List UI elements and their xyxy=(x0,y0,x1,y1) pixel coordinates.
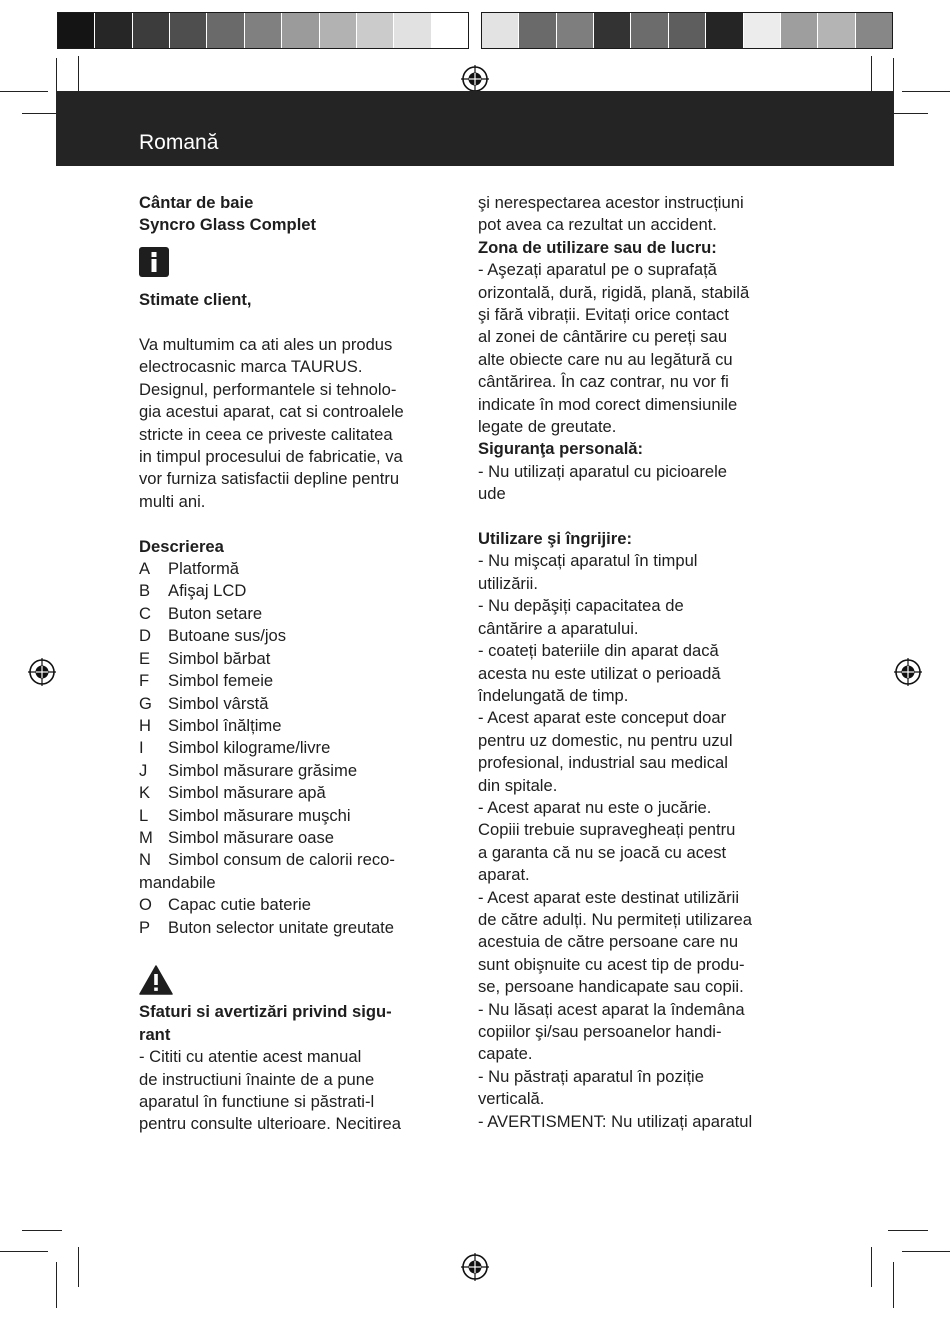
text-line: se, persoane handicapate sau copii. xyxy=(478,977,744,997)
text-line: - Nu depăşiți capacitatea de xyxy=(478,596,684,616)
text-line: - AVERTISMENT: Nu utilizați aparatul xyxy=(478,1111,753,1131)
text-line: Copiii trebuie supravegheați pentru xyxy=(478,820,736,840)
text-line: - Aşezați aparatul pe o suprafață xyxy=(478,260,717,280)
product-title-line1: Cântar de baie xyxy=(139,193,254,212)
item-text: Simbol vârstă xyxy=(168,693,269,713)
registration-mark-icon xyxy=(460,1252,490,1282)
text-line: capate. xyxy=(478,1044,533,1064)
text-line: gia acestui aparat, cat si controalele xyxy=(139,402,404,422)
text-line: in timpul procesului de fabricatie, va xyxy=(139,447,403,467)
text-line: acesta nu este utilizat o perioadă xyxy=(478,663,721,683)
list-item xyxy=(139,625,449,647)
warning-icon xyxy=(139,965,173,995)
item-text: Butoane sus/jos xyxy=(168,626,287,646)
language-header-bar xyxy=(56,91,894,166)
color-swatch xyxy=(631,13,668,48)
work-area-heading: Zona de utilizare sau de lucru: xyxy=(478,237,717,257)
item-key: G xyxy=(139,693,152,713)
text-line: al zonei de cântărire cu pereți sau xyxy=(478,327,728,347)
list-item xyxy=(139,805,449,827)
item-key: M xyxy=(139,827,153,847)
item-text: Simbol măsurare grăsime xyxy=(168,760,358,780)
item-text: Simbol înălțime xyxy=(168,715,282,735)
color-swatch xyxy=(245,13,282,48)
text-line: îndelungată de timp. xyxy=(478,685,629,705)
item-key: A xyxy=(139,559,151,579)
language-title: Romană xyxy=(139,131,219,154)
list-item xyxy=(139,580,449,602)
item-text: Simbol femeie xyxy=(168,671,274,691)
list-item xyxy=(139,693,449,715)
crop-mark xyxy=(871,56,872,96)
text-line: Va multumim ca ati ales un produs xyxy=(139,335,393,355)
color-swatch xyxy=(594,13,631,48)
registration-mark-icon xyxy=(893,657,923,687)
list-item xyxy=(139,558,449,580)
item-key: K xyxy=(139,783,151,803)
text-line: orizontală, dură, rigidă, plană, stabilă xyxy=(478,282,750,302)
list-item xyxy=(139,917,449,939)
product-title-line2: Syncro Glass Complet xyxy=(139,215,317,235)
text-line: vor furniza satisfactii depline pentru xyxy=(139,469,400,489)
use-care-heading: Utilizare şi îngrijire: xyxy=(478,529,632,549)
info-icon xyxy=(139,247,169,277)
list-item xyxy=(139,715,449,737)
item-key: C xyxy=(139,603,151,623)
text-line: indicate în mod corect dimensiunile xyxy=(478,394,738,414)
color-swatch xyxy=(781,13,818,48)
safety-heading-line1: Sfaturi si avertizări privind sigu- xyxy=(139,1002,392,1022)
color-swatch xyxy=(95,13,132,48)
safety-paragraph xyxy=(139,1046,449,1136)
item-text: Buton setare xyxy=(168,603,263,623)
text-line: electrocasnic marca TAURUS. xyxy=(139,357,363,377)
text-line: utilizării. xyxy=(478,573,538,593)
crop-mark xyxy=(0,1251,48,1252)
right-column xyxy=(478,192,798,1133)
crop-mark xyxy=(902,91,950,92)
crop-mark xyxy=(78,56,79,96)
list-item xyxy=(139,603,449,625)
greeting: Stimate client, xyxy=(139,290,252,310)
color-swatch xyxy=(432,13,468,48)
item-key: J xyxy=(139,760,148,780)
item-key: O xyxy=(139,895,152,915)
list-item-continuation: mandabile xyxy=(139,872,216,892)
use-care-paragraph xyxy=(478,550,798,1133)
crop-mark xyxy=(888,113,928,114)
color-swatch xyxy=(856,13,892,48)
crop-mark xyxy=(78,1247,79,1287)
item-key: H xyxy=(139,715,151,735)
text-line: verticală. xyxy=(478,1089,545,1109)
text-line: aparatul în functiune si păstrati-l xyxy=(139,1091,375,1111)
color-swatch xyxy=(357,13,394,48)
text-line: profesional, industrial sau medical xyxy=(478,753,728,773)
text-line: a garanta că nu se joacă cu acest xyxy=(478,842,727,862)
color-swatch xyxy=(482,13,519,48)
color-swatch xyxy=(557,13,594,48)
text-line: multi ani. xyxy=(139,491,206,511)
text-line: cântărire a aparatului. xyxy=(478,618,639,638)
text-line: copiilor şi/sau persoanelor handi- xyxy=(478,1022,722,1042)
item-text: Simbol kilograme/livre xyxy=(168,738,331,758)
color-swatch xyxy=(744,13,781,48)
text-line: de instructiuni înainte de a pune xyxy=(139,1069,375,1089)
item-text: Platformă xyxy=(168,559,240,579)
item-key: L xyxy=(139,805,149,825)
text-line: Designul, performantele si tehnolo- xyxy=(139,379,397,399)
text-line: de către adulți. Nu permiteți utilizarea xyxy=(478,909,752,929)
text-line: şi nerespectarea acestor instrucțiuni xyxy=(478,193,744,212)
text-line: alte obiecte care nu au legătură cu xyxy=(478,349,733,369)
list-item xyxy=(139,760,449,782)
text-line: sunt obişnuite cu acest tip de produ- xyxy=(478,954,745,974)
item-text: Simbol măsurare oase xyxy=(168,827,335,847)
item-key: N xyxy=(139,850,151,870)
text-line: legate de greutate. xyxy=(478,417,617,437)
color-swatch xyxy=(170,13,207,48)
list-item xyxy=(139,827,449,849)
text-line: - Acest aparat este conceput doar xyxy=(478,708,727,728)
list-item xyxy=(139,849,449,871)
color-swatch xyxy=(282,13,319,48)
intro-paragraph xyxy=(139,334,449,513)
item-key: B xyxy=(139,581,151,601)
item-key: I xyxy=(139,738,144,758)
color-swatch xyxy=(394,13,431,48)
text-line: pot avea ca rezultat un accident. xyxy=(478,215,717,235)
color-swatch xyxy=(133,13,170,48)
left-column xyxy=(139,192,449,1136)
text-line: - Nu mişcați aparatul în timpul xyxy=(478,551,698,571)
list-item xyxy=(139,670,449,692)
text-line: stricte in ceea ce priveste calitatea xyxy=(139,424,393,444)
color-swatch xyxy=(669,13,706,48)
crop-mark xyxy=(0,91,48,92)
text-line: - Nu păstrați aparatul în poziție xyxy=(478,1066,704,1086)
registration-mark-icon xyxy=(27,657,57,687)
color-swatch xyxy=(818,13,855,48)
text-line: aparat. xyxy=(478,865,530,885)
crop-mark xyxy=(888,1230,928,1231)
text-line: - Nu lăsați acest aparat la îndemâna xyxy=(478,999,745,1019)
text-line: cântărirea. În caz contrar, nu vor fi xyxy=(478,372,729,392)
description-heading: Descrierea xyxy=(139,536,224,556)
list-item xyxy=(139,737,449,759)
text-line: şi fără vibrații. Evitați orice contact xyxy=(478,305,729,325)
text-line: - Acest aparat nu este o jucărie. xyxy=(478,797,712,817)
color-swatch xyxy=(519,13,556,48)
item-text: Afişaj LCD xyxy=(168,581,247,601)
color-swatch xyxy=(58,13,95,48)
item-text: Buton selector unitate greutate xyxy=(168,917,395,937)
text-line: acestuia de către persoane care nu xyxy=(478,932,739,952)
text-line: - Nu utilizați aparatul cu picioarele xyxy=(478,461,728,481)
safety-heading-line2: rant xyxy=(139,1024,171,1044)
crop-mark xyxy=(893,1262,894,1308)
color-swatch xyxy=(207,13,244,48)
item-key: E xyxy=(139,648,151,668)
text-line: ude xyxy=(478,484,506,504)
color-calibration-strip-left xyxy=(57,12,469,49)
crop-mark xyxy=(22,1230,62,1231)
crop-mark xyxy=(56,1262,57,1308)
text-line: pentru consulte ulterioare. Necitirea xyxy=(139,1114,401,1134)
item-text: Simbol consum de calorii reco- xyxy=(168,850,395,870)
color-calibration-strip-right xyxy=(481,12,893,49)
item-text: Simbol măsurare muşchi xyxy=(168,805,351,825)
item-key: P xyxy=(139,917,151,937)
item-key: D xyxy=(139,626,151,646)
list-item xyxy=(139,894,449,916)
item-key: F xyxy=(139,671,150,691)
text-line: pentru uz domestic, nu pentru uzul xyxy=(478,730,733,750)
crop-mark xyxy=(902,1251,950,1252)
text-line: - Cititi cu atentie acest manual xyxy=(139,1047,362,1067)
list-item xyxy=(139,648,449,670)
crop-mark xyxy=(871,1247,872,1287)
item-text: Capac cutie baterie xyxy=(168,895,311,915)
registration-mark-icon xyxy=(460,64,490,94)
description-list xyxy=(139,558,449,939)
text-line: din spitale. xyxy=(478,775,558,795)
text-line: - coateți bateriile din aparat dacă xyxy=(478,641,719,661)
list-item xyxy=(139,782,449,804)
item-text: Simbol bărbat xyxy=(168,648,271,668)
color-swatch xyxy=(320,13,357,48)
text-line: - Acest aparat este destinat utilizării xyxy=(478,887,740,907)
color-swatch xyxy=(706,13,743,48)
personal-safety-heading: Siguranţa personală: xyxy=(478,439,644,459)
work-area-paragraph xyxy=(478,259,798,438)
item-text: Simbol măsurare apă xyxy=(168,783,326,803)
